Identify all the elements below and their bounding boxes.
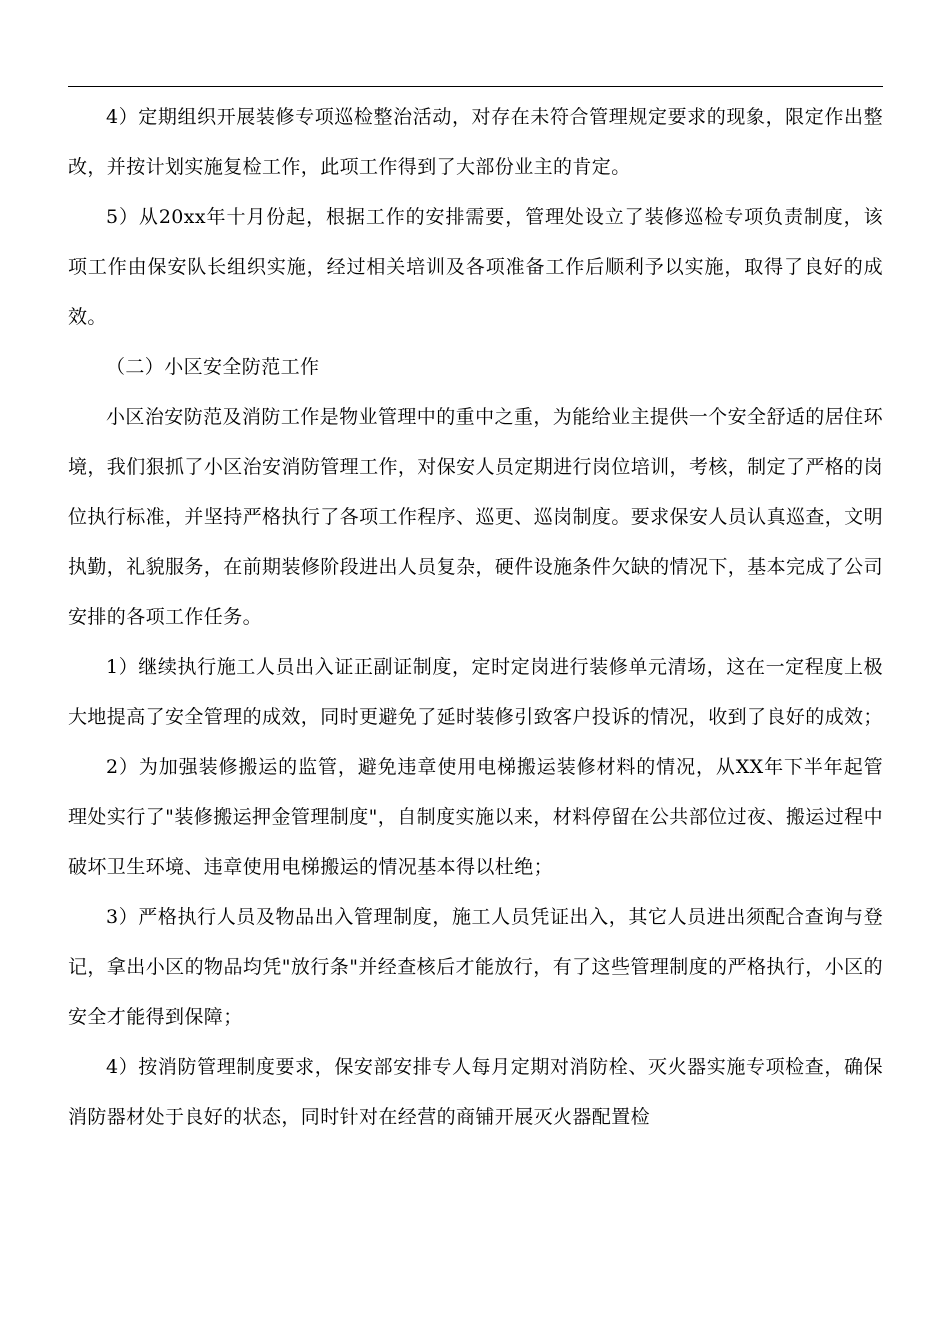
paragraph-item-1-pass: 1）继续执行施工人员出入证正副证制度，定时定岗进行装修单元清场，这在一定程度上极大地提高了安全管理的成效，同时更避免了延时装修引致客户投诉的情况，收到了良好的成效； (68, 656, 883, 728)
paragraph-item-4-fire: 4）按消防管理制度要求，保安部安排专人每月定期对消防栓、灭火器实施专项检查，确保消防器材处于良好的状态，同时针对在经营的商铺开展灭火器配置检 (68, 1056, 883, 1128)
paragraph-item-2-deposit: 2）为加强装修搬运的监管，避免违章使用电梯搬运装修材料的情况，从XX年下半年起管理处实行了"装修搬运押金管理制度"，自制度实施以来，材料停留在公共部位过夜、搬运过程中破坏卫生环境、违章使用电梯搬运的情况基本得以杜绝； (68, 756, 883, 878)
header-rule (68, 86, 883, 87)
section-heading-security: （二）小区安全防范工作 (106, 356, 320, 378)
document-body (68, 92, 883, 1142)
paragraph-item-4-inspection: 4）定期组织开展装修专项巡检整治活动，对存在未符合管理规定要求的现象，限定作出整改，并按计划实施复检工作，此项工作得到了大部份业主的肯定。 (68, 106, 883, 178)
paragraph-item-5-responsibility: 5）从20xx年十月份起，根据工作的安排需要，管理处设立了装修巡检专项负责制度，该项工作由保安队长组织实施，经过相关培训及各项准备工作后顺利予以实施，取得了良好的成效。 (68, 206, 883, 328)
paragraph-item-3-access: 3）严格执行人员及物品出入管理制度，施工人员凭证出入，其它人员进出须配合查询与登记，拿出小区的物品均凭"放行条"并经查核后才能放行，有了这些管理制度的严格执行，小区的安全才能得到保障； (68, 906, 883, 1028)
paragraph-security-intro: 小区治安防范及消防工作是物业管理中的重中之重，为能给业主提供一个安全舒适的居住环境，我们狠抓了小区治安消防管理工作，对保安人员定期进行岗位培训，考核，制定了严格的岗位执行标准，并坚持严格执行了各项工作程序、巡更、巡岗制度。要求保安人员认真巡查，文明执勤，礼貌服务，在前期装修阶段进出人员复杂，硬件设施条件欠缺的情况下，基本完成了公司安排的各项工作任务。 (68, 406, 883, 628)
